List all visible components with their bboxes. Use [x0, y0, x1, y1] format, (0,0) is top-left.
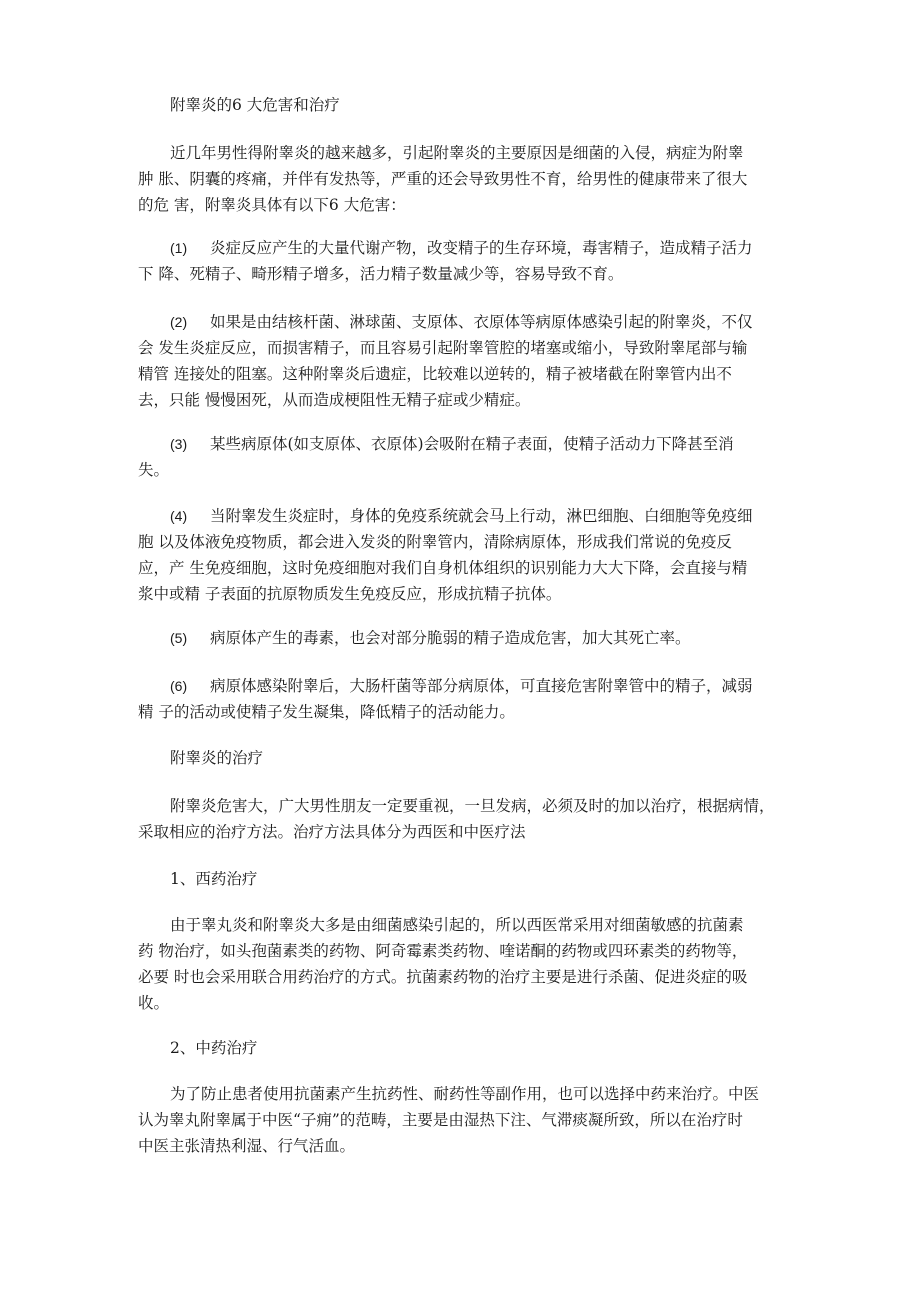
intro-line: 近几年男性得附睾炎的越来越多，引起附睾炎的主要原因是细菌的入侵，病症为附睾	[170, 144, 744, 162]
heading-line: 2、中药治疗	[170, 1039, 258, 1057]
chinese-heading	[138, 1035, 790, 1061]
chinese-paragraph	[138, 1081, 790, 1159]
chinese-line: 为了防止患者使用抗菌素产生抗药性、耐药性等副作用，也可以选择中药来治疗。中医	[170, 1085, 760, 1103]
chinese-line: 认为睾丸附睾属于中医“子痈”的范畴，主要是由湿热下注、气滞痰凝所致，所以在治疗时	[138, 1111, 743, 1129]
harm-line	[138, 625, 790, 651]
treatment-heading	[138, 745, 790, 771]
harm-item-3	[138, 431, 790, 483]
harm-line	[138, 431, 790, 457]
harm-text: 病原体感染附睾后，大肠杆菌等部分病原体，可直接危害附睾管中的精子，减弱	[210, 677, 753, 695]
harm-line: 精 子的活动或使精子发生凝集，降低精子的活动能力。	[138, 703, 515, 721]
harm-number: (5)	[170, 630, 188, 646]
intro-line: 肿 胀、阴囊的疼痛，并伴有发热等，严重的还会导致男性不育，给男性的健康带来了很大	[138, 170, 748, 188]
harm-line: 胞 以及体液免疫物质，都会进入发炎的附睾管内，清除病原体，形成我们常说的免疫反	[138, 533, 732, 551]
western-line: 由于睾丸炎和附睾炎大多是由细菌感染引起的，所以西医常采用对细菌敏感的抗菌素	[170, 916, 744, 934]
treatment-intro	[138, 793, 790, 845]
treatment-line: 附睾炎危害大，广大男性朋友一定要重视，一旦发病，必须及时的加以治疗，根据病情，	[170, 797, 775, 815]
harm-number: (1)	[170, 240, 188, 256]
heading-line: 附睾炎的治疗	[170, 749, 264, 767]
harm-item-5	[138, 625, 790, 651]
chinese-line: 中医主张清热利湿、行气活血。	[138, 1137, 356, 1155]
harm-item-4	[138, 503, 790, 607]
western-paragraph	[138, 912, 790, 1016]
harm-item-2	[138, 309, 790, 413]
harm-line	[138, 673, 790, 699]
western-line: 药 物治疗，如头孢菌素类的药物、阿奇霉素类药物、喹诺酮的药物或四环素类的药物等，	[138, 942, 748, 960]
harm-line: 精管 连接处的阻塞。这种附睾炎后遗症，比较难以逆转的，精子被堵截在附睾管内出不	[138, 365, 732, 383]
harm-text: 某些病原体(如支原体、衣原体)会吸附在精子表面，使精子活动力下降甚至消	[210, 435, 734, 453]
harm-text: 病原体产生的毒素，也会对部分脆弱的精子造成危害，加大其死亡率。	[210, 629, 691, 647]
harm-line: 下 降、死精子、畸形精子增多，活力精子数量减少等，容易导致不育。	[138, 265, 624, 283]
harm-text: 炎症反应产生的大量代谢产物，改变精子的生存环境，毒害精子，造成精子活力	[210, 239, 753, 257]
harm-text: 如果是由结核杆菌、淋球菌、支原体、衣原体等病原体感染引起的附睾炎，不仅	[210, 313, 753, 331]
harm-line: 去，只能 慢慢困死，从而造成梗阻性无精子症或少精症。	[138, 391, 531, 409]
harm-line: 应，产 生免疫细胞，这时免疫细胞对我们自身机体组织的识别能力大大下降，会直接与精	[138, 559, 748, 577]
heading-line: 1、西药治疗	[170, 870, 258, 888]
intro-line: 的危 害，附睾炎具体有以下6 大危害：	[138, 196, 406, 214]
harm-line	[138, 309, 790, 335]
harm-item-1	[138, 235, 790, 287]
harm-text: 当附睾发生炎症时，身体的免疫系统就会马上行动，淋巴细胞、白细胞等免疫细	[210, 507, 753, 525]
document-title	[138, 92, 790, 118]
harm-line	[138, 503, 790, 529]
harm-number: (2)	[170, 314, 188, 330]
harm-line: 失。	[138, 461, 170, 479]
western-heading	[138, 866, 790, 892]
harm-number: (4)	[170, 508, 188, 524]
intro-paragraph	[138, 140, 790, 218]
harm-line: 浆中或精 子表面的抗原物质发生免疫反应，形成抗精子抗体。	[138, 585, 562, 603]
western-line: 收。	[138, 994, 170, 1012]
harm-number: (6)	[170, 678, 188, 694]
harm-line: 会 发生炎症反应，而损害精子，而且容易引起附睾管腔的堵塞或缩小，导致附睾尾部与输	[138, 339, 748, 357]
treatment-line: 采取相应的治疗方法。治疗方法具体分为西医和中医疗法	[138, 823, 526, 841]
harm-number: (3)	[170, 436, 188, 452]
harm-item-6	[138, 673, 790, 725]
western-line: 必要 时也会采用联合用药治疗的方式。抗菌素药物的治疗主要是进行杀菌、促进炎症的吸	[138, 968, 748, 986]
harm-line	[138, 235, 790, 261]
title-line: 附睾炎的6 大危害和治疗	[170, 96, 340, 114]
